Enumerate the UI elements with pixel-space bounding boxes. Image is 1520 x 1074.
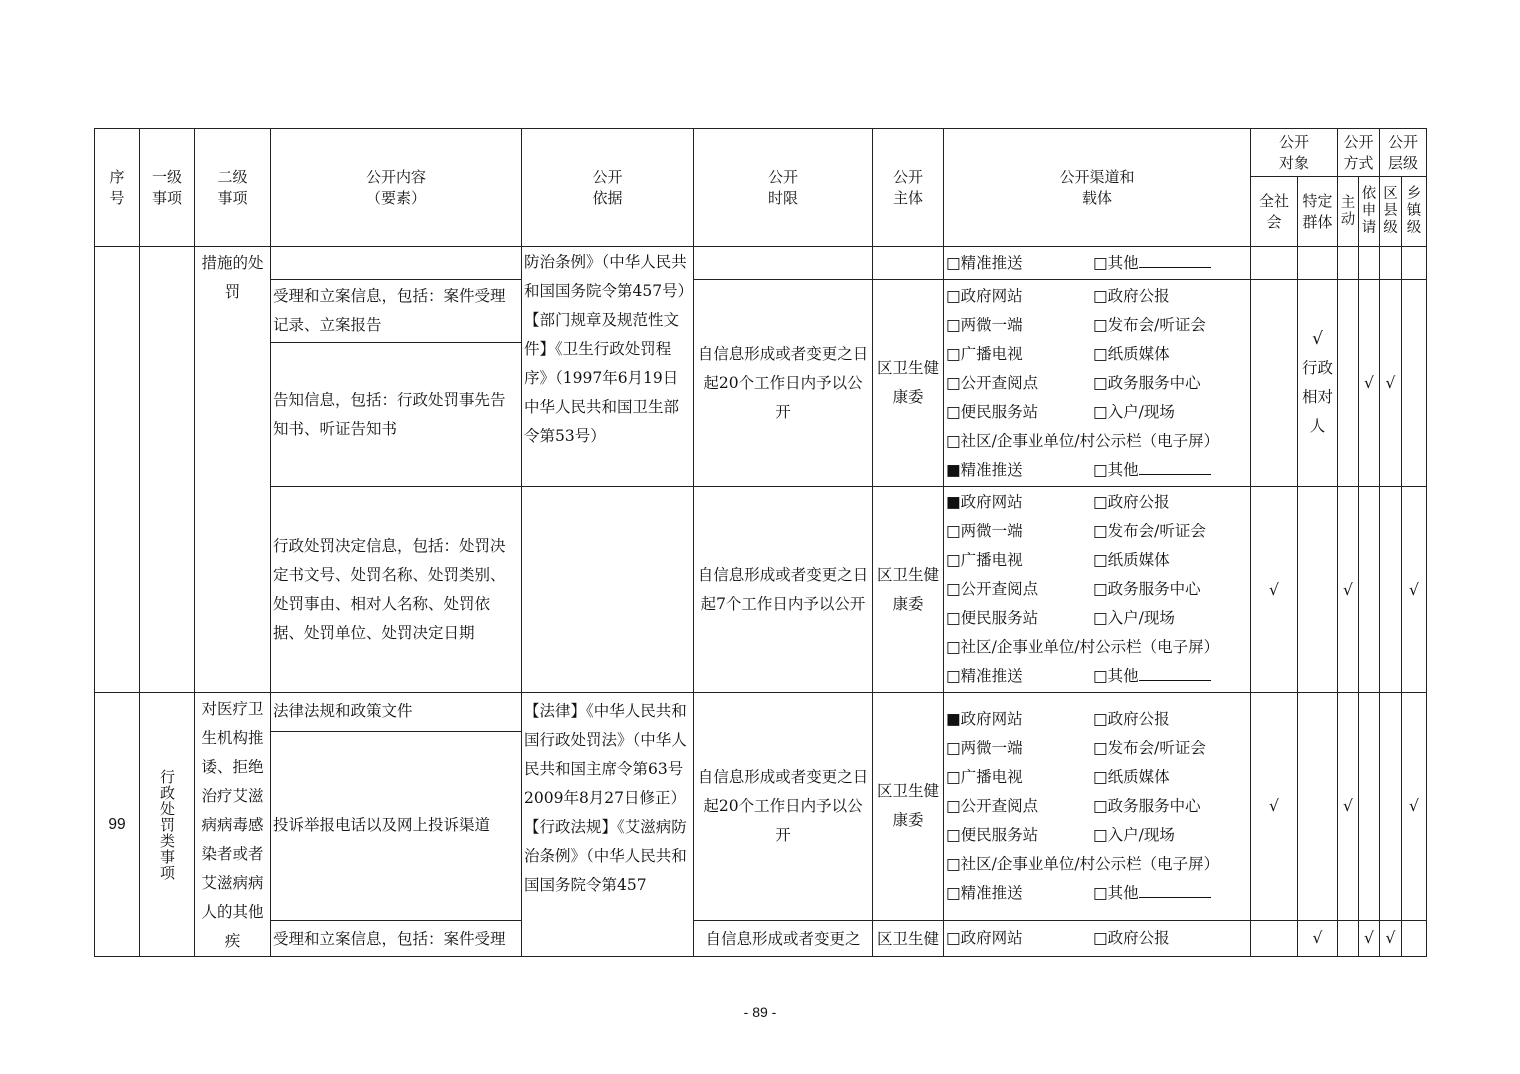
header-target: 公开对象 xyxy=(1251,129,1338,177)
basis-cell-empty xyxy=(522,487,694,693)
target-all-check: √ xyxy=(1251,693,1298,921)
tier-town-check: √ xyxy=(1402,693,1427,921)
limit-cell: 自信息形成或者变更之日起20个工作日内予以公开 xyxy=(694,693,873,921)
mode-apply-check: √ xyxy=(1359,280,1380,487)
header-mode-apply: 依申请 xyxy=(1359,177,1380,247)
limit-cell-empty xyxy=(694,247,873,280)
header-limit: 公开时限 xyxy=(694,129,873,247)
mode-active-check: √ xyxy=(1338,487,1359,693)
subject-cell: 区卫生健康委 xyxy=(873,487,944,693)
header-tier: 公开层级 xyxy=(1380,129,1427,177)
content-cell: 投诉举报电话以及网上投诉渠道 xyxy=(271,731,522,920)
seq-cell-empty xyxy=(95,247,140,693)
header-level1: 一级事项 xyxy=(140,129,195,247)
table-row xyxy=(95,693,1427,732)
header-target-group: 特定群体 xyxy=(1298,177,1338,247)
header-channel: 公开渠道和载体 xyxy=(944,129,1251,247)
mode-active-check: √ xyxy=(1338,693,1359,921)
content-cell: 受理和立案信息，包括：案件受理记录、立案报告 xyxy=(271,280,522,343)
tier-county-check: √ xyxy=(1380,920,1402,956)
channel-cell: ■政府网站 □政府公报 □两微一端 □发布会/听证会 □广播电视 □纸质媒体 □公开查阅点 □政务服务中心 □便民服务站 □入户/现场 □社区/企事业单位/村公示栏（电子屏） □精准推送 □其他 xyxy=(944,487,1251,693)
header-subject: 公开主体 xyxy=(873,129,944,247)
target-all-check: √ xyxy=(1251,487,1298,693)
content-cell: 法律法规和政策文件 xyxy=(271,693,522,732)
channel-cell: □政府网站 □政府公报 □两微一端 □发布会/听证会 □广播电视 □纸质媒体 □公开查阅点 □政务服务中心 □便民服务站 □入户/现场 □社区/企事业单位/村公示栏（电子屏） ■精准推送 □其他 xyxy=(944,280,1251,487)
disclosure-table xyxy=(94,128,1427,957)
content-cell: 告知信息，包括：行政处罚事先告知书、听证告知书 xyxy=(271,343,522,487)
limit-cell: 自信息形成或者变更之 xyxy=(694,920,873,956)
level1-cell-empty xyxy=(140,247,195,693)
header-level2: 二级事项 xyxy=(195,129,271,247)
table-row xyxy=(95,920,1427,956)
subject-cell-empty xyxy=(873,247,944,280)
target-group-check: √ xyxy=(1298,920,1338,956)
mode-apply-check: √ xyxy=(1359,920,1380,956)
page-number: - 89 - xyxy=(743,1004,777,1020)
limit-cell: 自信息形成或者变更之日起7个工作日内予以公开 xyxy=(694,487,873,693)
header-content: 公开内容（要素） xyxy=(271,129,522,247)
level1-cell: 行政处罚类事项 xyxy=(140,693,195,957)
level2-cell: 对医疗卫生机构推诿、拒绝治疗艾滋病病毒感染者或者艾滋病病人的其他疾 xyxy=(195,693,271,957)
level2-cell: 措施的处罚 xyxy=(195,247,271,693)
header-target-all: 全社会 xyxy=(1251,177,1298,247)
table-row xyxy=(95,280,1427,343)
channel-cell: □精准推送 □其他 xyxy=(944,247,1251,280)
header-mode: 公开方式 xyxy=(1338,129,1380,177)
header-mode-active: 主动 xyxy=(1338,177,1359,247)
subject-cell: 区卫生健康委 xyxy=(873,280,944,487)
basis-cell: 【法律】《中华人民共和国行政处罚法》（中华人民共和国主席令第63号 2009年8月27日修正）【行政法规】《艾滋病防治条例》（中华人民共和国国务院令第457 xyxy=(522,693,694,957)
basis-cell: 防治条例》（中华人民共和国国务院令第457号）【部门规章及规范性文件】《卫生行政处罚程序》（1997年6月19日中华人民共和国卫生部令第53号） xyxy=(522,247,694,487)
seq-cell: 99 xyxy=(95,693,140,957)
subject-cell: 区卫生健 xyxy=(873,920,944,956)
channel-cell: □政府网站 □政府公报 xyxy=(944,920,1251,956)
limit-cell: 自信息形成或者变更之日起20个工作日内予以公开 xyxy=(694,280,873,487)
target-group-cell: √ 行政相对人 xyxy=(1298,280,1338,487)
subject-cell: 区卫生健康委 xyxy=(873,693,944,921)
header-tier-town: 乡镇级 xyxy=(1402,177,1427,247)
header-tier-county: 区县级 xyxy=(1380,177,1402,247)
channel-cell: ■政府网站 □政府公报 □两微一端 □发布会/听证会 □广播电视 □纸质媒体 □公开查阅点 □政务服务中心 □便民服务站 □入户/现场 □社区/企事业单位/村公示栏（电子屏） □精准推送 □其他 xyxy=(944,693,1251,921)
table-row xyxy=(95,247,1427,280)
tier-county-check: √ xyxy=(1380,280,1402,487)
header-basis: 公开依据 xyxy=(522,129,694,247)
header-seq: 序号 xyxy=(95,129,140,247)
content-cell: 受理和立案信息，包括：案件受理 xyxy=(271,920,522,956)
content-cell: 行政处罚决定信息，包括：处罚决定书文号、处罚名称、处罚类别、处罚事由、相对人名称、处罚依据、处罚单位、处罚决定日期 xyxy=(271,487,522,693)
tier-town-check: √ xyxy=(1402,487,1427,693)
content-cell-empty xyxy=(271,247,522,280)
table-row xyxy=(95,487,1427,693)
